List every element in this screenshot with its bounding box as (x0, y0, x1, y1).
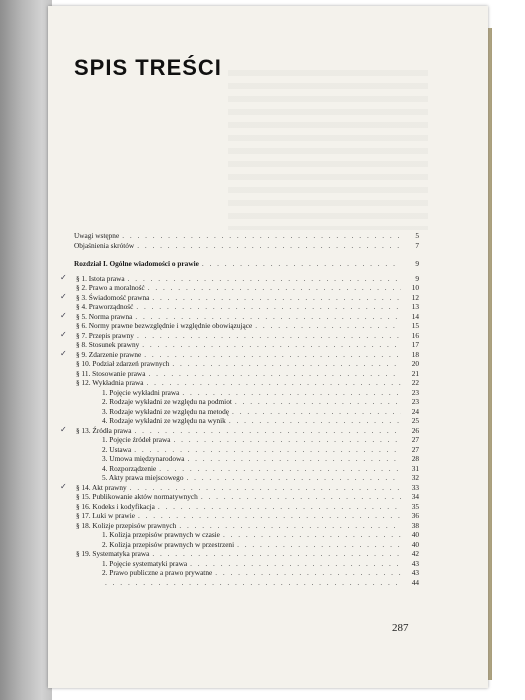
toc-entry-page: 36 (411, 511, 419, 520)
toc-entry (74, 559, 419, 569)
toc-entry (74, 378, 419, 388)
handwritten-check-icon: ✓ (60, 291, 67, 301)
toc-entry-label: 1. Kolizja przepisów prawnych w czasie (102, 530, 220, 539)
dot-leader (182, 388, 401, 398)
toc-entry-page: 27 (411, 435, 419, 444)
dot-leader (137, 331, 401, 341)
toc-entry-label: 5. Akty prawa miejscowego (102, 473, 184, 482)
toc-entry (74, 388, 419, 398)
toc-entry-label: § 14. Akt prawny (76, 482, 127, 492)
dot-leader (232, 407, 401, 417)
toc-entry (74, 416, 419, 426)
dot-leader (255, 321, 401, 331)
toc-entry-label: § 5. Norma prawna (76, 311, 133, 321)
dot-leader (202, 259, 401, 269)
toc-entry-label: § 4. Praworządność (76, 302, 134, 311)
dot-leader (201, 492, 401, 502)
toc-entry-label: § 18. Kolizje przepisów prawnych (76, 520, 177, 530)
toc-entry-label: Rozdział I. Ogólne wiadomości o prawie (74, 259, 199, 268)
toc-entry-label: 4. Rodzaje wykładni ze względu na wynik (102, 416, 226, 425)
handwritten-check-icon: ✓ (60, 424, 67, 434)
toc-entry-label: § 17. Luki w prawie (76, 511, 135, 520)
toc-entry (74, 445, 419, 455)
dot-leader (186, 473, 401, 483)
toc-entry-page: 15 (411, 321, 419, 330)
dot-leader (152, 293, 401, 303)
toc-entry-page: 17 (411, 340, 419, 349)
toc-entry (74, 568, 419, 578)
dot-leader (187, 454, 401, 464)
toc-entry-label: § 10. Podział zdarzeń prawnych (76, 359, 170, 368)
dot-leader (179, 521, 401, 531)
dot-leader (173, 435, 401, 445)
toc-entry-label: 4. Rozporządzenie (102, 463, 157, 473)
toc-entry-page: 13 (411, 302, 419, 311)
toc-entry (74, 302, 419, 312)
handwritten-check-icon: ✓ (60, 348, 67, 358)
handwritten-check-icon: ✓ (60, 481, 67, 491)
dot-leader (215, 568, 401, 578)
toc-entry-label: 2. Prawo publiczne a prawo prywatne (102, 568, 213, 577)
toc-entry-label: Objaśnienia skrótów (74, 240, 135, 250)
toc-entry-label: § 13. Źródła prawa (76, 425, 132, 435)
toc-entry (74, 492, 419, 502)
toc-entry-page: 24 (411, 406, 419, 416)
toc-entry (60, 424, 419, 436)
toc-entry (74, 321, 419, 331)
dot-leader (105, 578, 401, 588)
dot-leader (172, 359, 401, 369)
toc-entry-label: 2. Ustawa (102, 444, 132, 454)
toc-entry-page: 5 (415, 231, 419, 240)
toc-entry-page: 31 (411, 463, 419, 473)
toc-entry-label: 1. Pojęcie źródeł prawa (102, 435, 171, 444)
toc-entry (74, 241, 419, 251)
toc-entry-page: 40 (411, 530, 419, 539)
toc-entry-label: 2. Kolizja przepisów prawnych w przestrzeni (102, 539, 235, 549)
toc-entry (74, 407, 419, 417)
toc-entry (74, 549, 419, 559)
toc-entry (74, 530, 419, 540)
handwritten-check-icon: ✓ (60, 310, 67, 320)
handwritten-check-icon: ✓ (60, 272, 67, 282)
dot-leader (152, 549, 401, 559)
toc-entry-label: § 2. Prawo a moralność (76, 283, 145, 292)
toc-entry-page: 44 (411, 577, 419, 587)
toc-entry-page: 9 (415, 273, 419, 283)
toc-entry-label: § 6. Normy prawne bezwzględnie i względnie obowiązujące (76, 321, 253, 330)
dot-leader (237, 540, 401, 550)
toc-entry-page: 16 (411, 330, 419, 340)
toc-entry-page: 38 (411, 520, 419, 530)
toc-entry-label: Uwagi wstępne (74, 231, 120, 240)
dot-leader (148, 283, 401, 293)
toc-entry-label: § 7. Przepis prawny (76, 330, 134, 340)
toc-entry (74, 473, 419, 483)
toc-entry-label: § 16. Kodeks i kodyfikacja (76, 501, 155, 511)
toc-entry (60, 291, 419, 303)
dot-leader (148, 369, 401, 379)
toc-entry (74, 454, 419, 464)
toc-entry-page: 7 (415, 240, 419, 250)
toc-entry (74, 231, 419, 241)
dot-leader (135, 426, 401, 436)
toc-entry-page: 28 (411, 454, 419, 463)
book-spine-shadow (0, 0, 52, 700)
dot-leader (159, 464, 401, 474)
toc-entry-label: § 9. Zdarzenie prawne (76, 349, 142, 359)
dot-leader (122, 231, 401, 241)
toc-entry (60, 310, 419, 322)
dot-leader (128, 274, 401, 284)
toc-entry (60, 272, 419, 284)
toc-entry (74, 540, 419, 550)
toc-entry-label: § 1. Istota prawa (76, 273, 125, 283)
toc-entry-page: 43 (411, 558, 419, 568)
toc-entry-label: 1. Pojęcie systematyki prawa (102, 558, 188, 568)
toc-entry (60, 329, 419, 341)
toc-entry (74, 259, 419, 269)
dot-leader (134, 445, 401, 455)
dot-leader (229, 416, 401, 426)
toc-entry-label: § 11. Stosowanie prawa (76, 368, 146, 378)
toc-entry-page: 12 (411, 292, 419, 302)
show-through-text (228, 70, 428, 230)
toc-entry-page: 33 (411, 482, 419, 492)
dot-leader (135, 312, 401, 322)
toc-entry (74, 511, 419, 521)
dot-leader (130, 483, 401, 493)
handwritten-check-icon: ✓ (60, 329, 67, 339)
toc-entry-page: 23 (411, 397, 419, 406)
dot-leader (136, 302, 401, 312)
toc-entry-label: § 15. Publikowanie aktów normatywnych (76, 492, 198, 501)
dot-leader (223, 530, 401, 540)
dot-leader (142, 340, 401, 350)
toc-entry-page: 23 (411, 387, 419, 397)
page-number: 287 (392, 622, 409, 634)
toc-entry-label: 3. Umowa międzynarodowa (102, 454, 185, 463)
toc-entry (74, 359, 419, 369)
toc-entry-page: 9 (415, 259, 419, 268)
toc-entry-label: 1. Pojęcie wykładni prawa (102, 387, 180, 397)
toc-entry-label: § 8. Stosunek prawny (76, 340, 140, 349)
toc-entry-page: 26 (411, 425, 419, 435)
table-of-contents (60, 231, 419, 587)
toc-entry-page: 18 (411, 349, 419, 359)
toc-entry-page: 20 (411, 359, 419, 368)
toc-entry (74, 340, 419, 350)
toc-entry (74, 578, 419, 588)
toc-entry (74, 521, 419, 531)
toc-entry (74, 369, 419, 379)
toc-entry (74, 464, 419, 474)
toc-entry (74, 397, 419, 407)
page-title: SPIS TREŚCI (74, 55, 222, 80)
toc-entry-page: 22 (411, 378, 419, 387)
toc-entry (74, 435, 419, 445)
toc-entry-label: § 3. Świadomość prawna (76, 292, 150, 302)
dot-leader (235, 397, 401, 407)
dot-leader (137, 241, 401, 251)
toc-entry-label: § 19. Systematyka prawa (76, 549, 150, 558)
toc-entry-label: § 12. Wykładnia prawa (76, 378, 144, 387)
toc-entry-page: 34 (411, 492, 419, 501)
toc-entry-page: 10 (411, 283, 419, 292)
dot-leader (147, 378, 401, 388)
toc-entry-page: 21 (411, 368, 419, 378)
toc-entry-page: 14 (411, 311, 419, 321)
dot-leader (138, 511, 401, 521)
toc-entry-page: 27 (411, 444, 419, 454)
toc-entry (74, 502, 419, 512)
toc-entry (60, 348, 419, 360)
toc-entry (60, 481, 419, 493)
toc-entry-page: 25 (411, 416, 419, 425)
dot-leader (158, 502, 401, 512)
toc-entry-page: 35 (411, 501, 419, 511)
toc-entry-page: 42 (411, 549, 419, 558)
dot-leader (144, 350, 401, 360)
toc-entry-page: 43 (411, 568, 419, 577)
toc-entry-label: 3. Rodzaje wykładni ze względu na metodę (102, 406, 230, 416)
toc-entry (74, 283, 419, 293)
toc-entry-page: 40 (411, 539, 419, 549)
dot-leader (190, 559, 401, 569)
toc-entry-label: 2. Rodzaje wykładni ze względu na podmiot (102, 397, 232, 406)
toc-entry-page: 32 (411, 473, 419, 482)
